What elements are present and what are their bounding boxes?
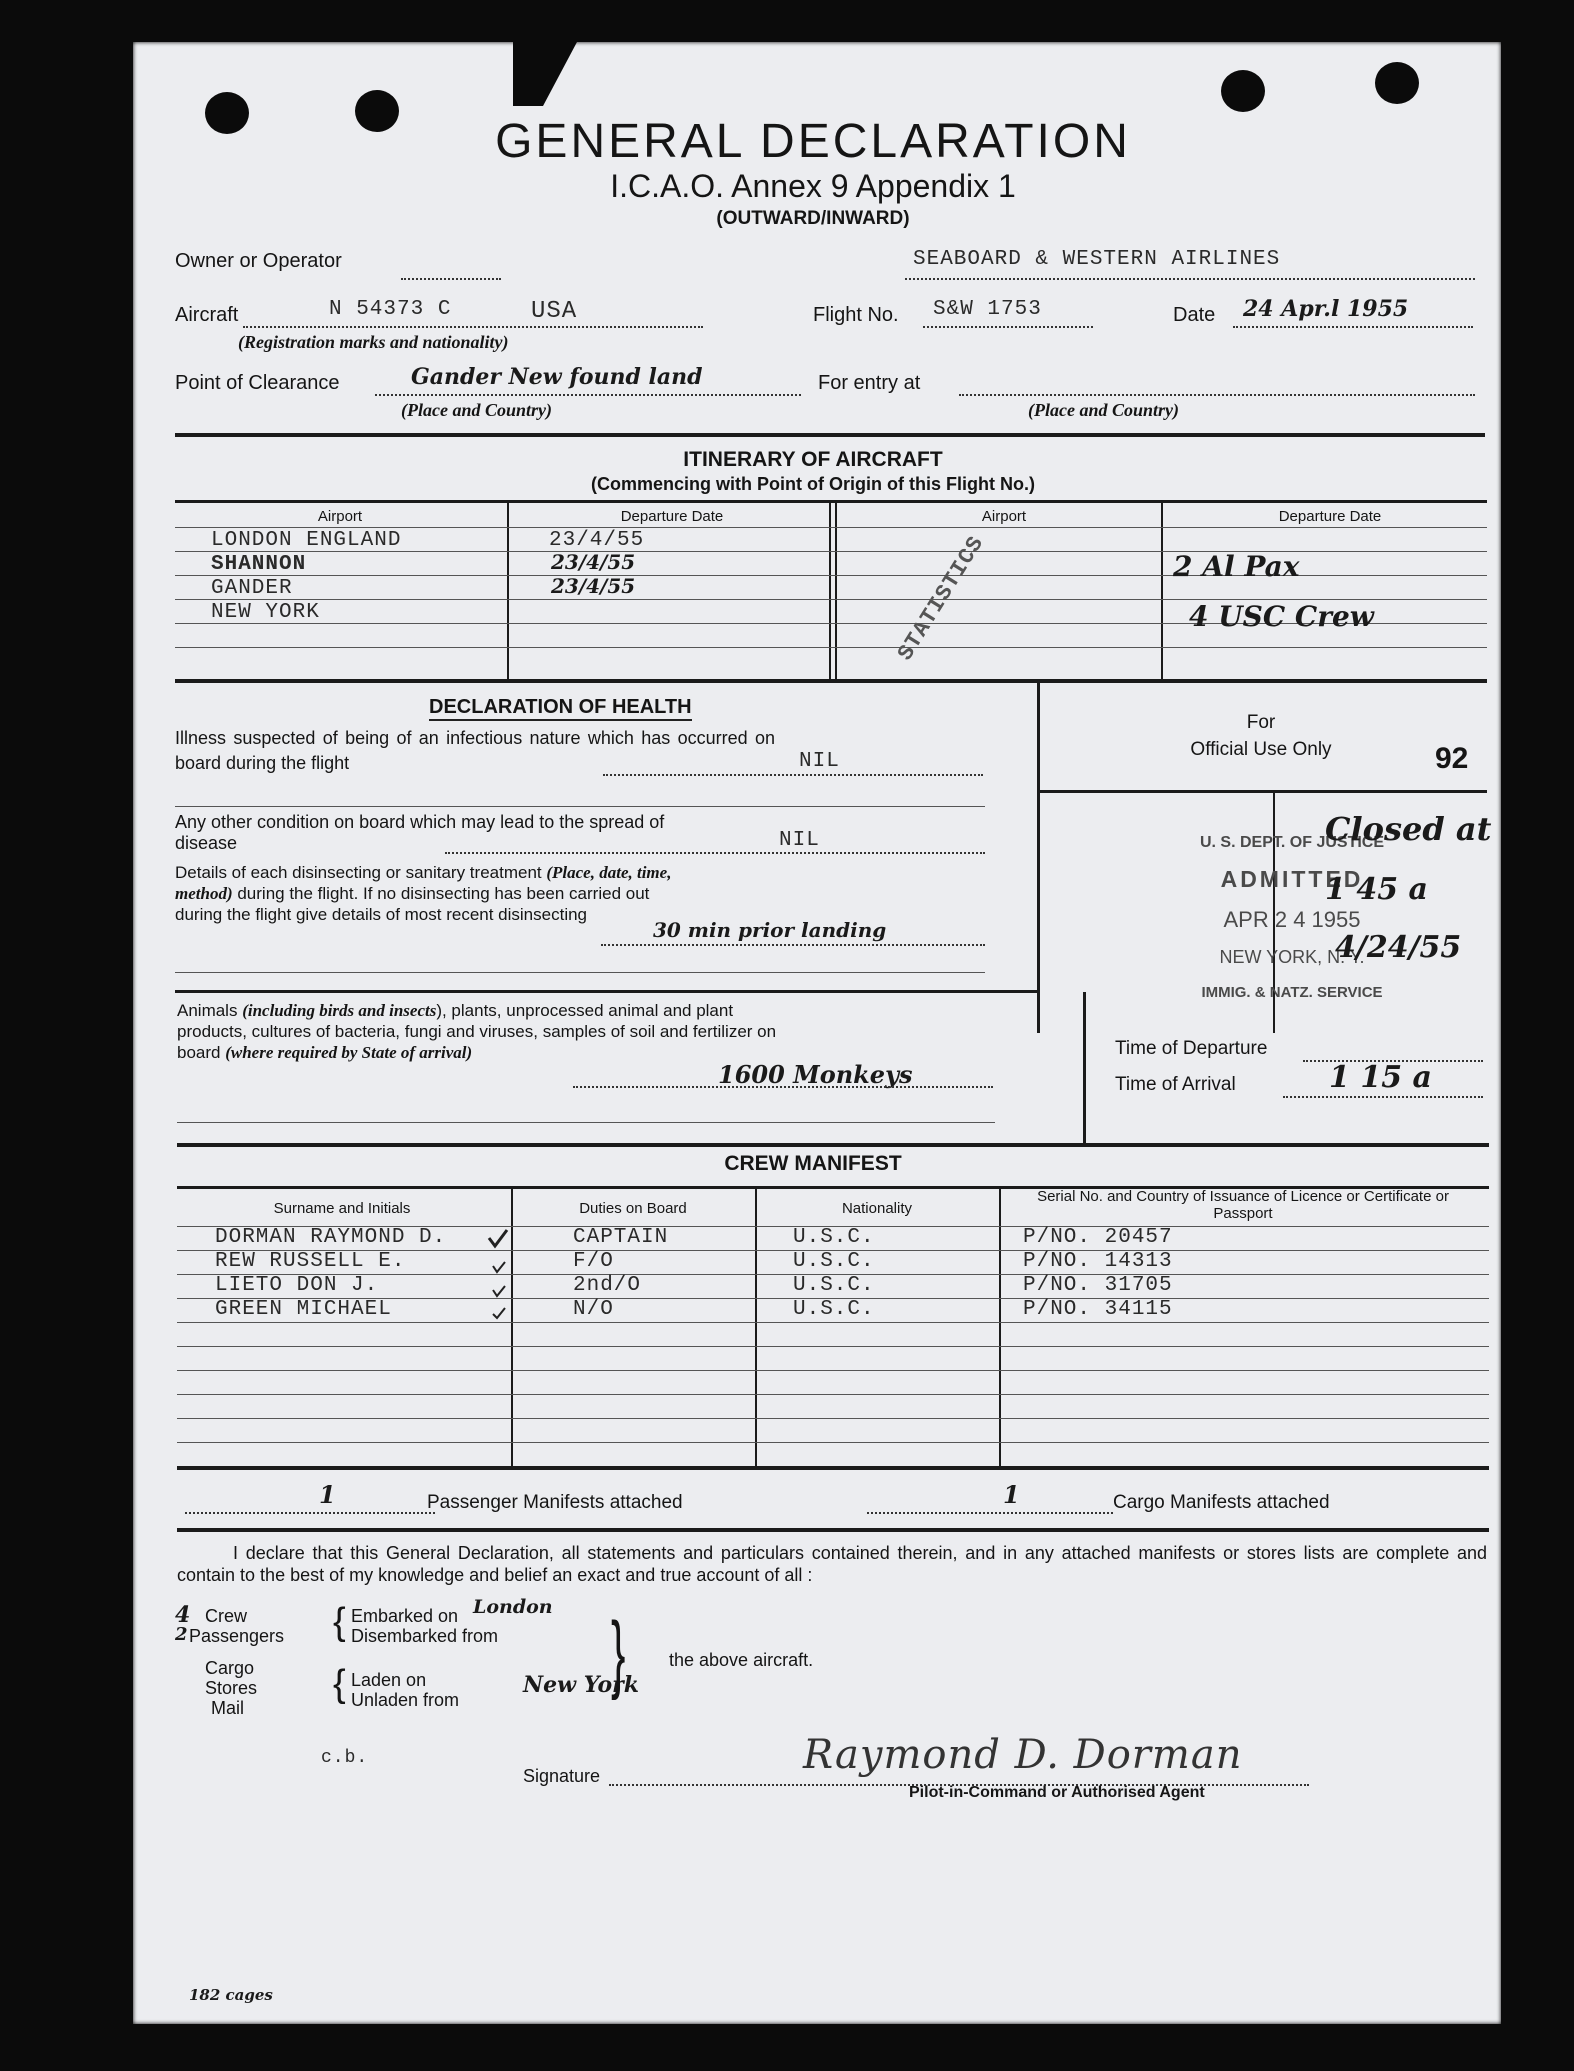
official-note: 4/24/55: [1335, 930, 1462, 965]
row-rule: [177, 1394, 1489, 1395]
unladen-label: Unladen from: [351, 1690, 460, 1710]
torn-corner: [513, 42, 577, 106]
stamp-line: APR 2 4 1955: [1223, 907, 1361, 932]
clearance-value: Gander New found land: [411, 364, 703, 390]
clearance-note: (Place and Country): [401, 400, 552, 420]
flight-value: S&W 1753: [933, 298, 1042, 321]
official-label-1: For: [1246, 712, 1276, 733]
crew-serial: P/NO. 31705: [1023, 1274, 1173, 1297]
health-q2: Any other condition on board which may lead to the spread of disease: [175, 812, 665, 853]
crew-serial: P/NO. 20457: [1023, 1226, 1173, 1249]
form-subtitle: I.C.A.O. Annex 9 Appendix 1: [610, 168, 1016, 204]
cargo-manifest-label: Cargo Manifests attached: [1113, 1492, 1330, 1513]
answer-line: [445, 852, 985, 854]
itinerary-date: 23/4/55: [551, 550, 636, 574]
health-a3: 30 min prior landing: [653, 918, 887, 942]
manifest-line: [867, 1512, 1113, 1514]
animals-value: 1600 Monkeys: [718, 1060, 913, 1089]
crew-col-serial: Serial No. and Country of Issuance of Licence or Certificate or Passport: [1037, 1188, 1449, 1222]
itinerary-col-departure: Departure Date: [1278, 508, 1382, 525]
column-rule: [1037, 683, 1040, 1033]
official-number: 92: [1435, 742, 1469, 775]
itinerary-date: 23/4/55: [551, 574, 636, 598]
entry-label: For entry at: [818, 372, 921, 394]
itinerary-title: ITINERARY OF AIRCRAFT: [683, 448, 943, 471]
crew-duty: N/O: [573, 1298, 614, 1321]
flight-label: Flight No.: [813, 304, 899, 326]
divider: [1039, 790, 1487, 793]
itinerary-pax-note: 2 Al Pax: [1173, 550, 1300, 583]
stamp-line: NEW YORK, N. Y.: [1219, 947, 1365, 967]
column-rule: [507, 503, 509, 679]
crew-duty: 2nd/O: [573, 1274, 642, 1297]
crew-name: GREEN MICHAEL: [215, 1298, 392, 1321]
crew-title: CREW MANIFEST: [724, 1152, 902, 1175]
itinerary-airport: LONDON ENGLAND: [211, 529, 402, 552]
disembarked-label: Disembarked from: [351, 1626, 499, 1646]
row-rule: [177, 1322, 1489, 1323]
clearance-line: [375, 394, 801, 396]
check-marks: [485, 1228, 525, 1320]
crew-col-duty: Duties on Board: [579, 1200, 687, 1217]
row-rule: [177, 1346, 1489, 1347]
footer-note: 182 cages: [189, 1986, 273, 2004]
answer-line: [573, 1086, 993, 1088]
passenger-manifest-count: 1: [319, 1480, 336, 1509]
crew-count: 4: [175, 1602, 191, 1628]
itinerary-airport: NEW YORK: [211, 601, 320, 624]
crew-col-name: Surname and Initials: [273, 1200, 411, 1217]
row-rule: [177, 1418, 1489, 1419]
health-q1: Illness suspected of being of an infectious nature which has occurred on board during the flight: [175, 728, 775, 773]
row-rule: [175, 647, 1487, 648]
divider: [175, 679, 1487, 683]
column-rule: [835, 503, 837, 679]
itinerary-subtitle: (Commencing with Point of Origin of this Flight No.): [591, 474, 1035, 494]
form-title: GENERAL DECLARATION: [495, 115, 1131, 168]
itinerary-col-airport: Airport: [317, 508, 363, 525]
column-rule: [829, 503, 831, 679]
stamp-line: U. S. DEPT. OF JUSTICE: [1199, 834, 1385, 851]
signature-handwriting: Raymond D. Dorman: [803, 1732, 1243, 1778]
form-direction: (OUTWARD/INWARD): [716, 208, 910, 229]
pax-count: 2: [175, 1624, 188, 1645]
health-title: DECLARATION OF HEALTH: [429, 696, 692, 721]
divider: [175, 990, 1039, 993]
embarked-label: Embarked on: [351, 1606, 459, 1626]
divider: [175, 500, 1487, 503]
owner-line: [905, 278, 1475, 280]
row-rule: [177, 1370, 1489, 1371]
health-a2: NIL: [779, 829, 820, 852]
signer-role: Pilot-in-Command or Authorised Agent: [909, 1784, 1205, 1801]
date-line: [1233, 326, 1473, 328]
declaration-text: I declare that this General Declaration, all statements and particulars contained therein, and in any attached manifests or stores lists are complete and contain to the best of my knowledge and belief an exact and true account of all :: [177, 1543, 1487, 1585]
laden-label: Laden on: [351, 1670, 427, 1690]
brace-icon: {: [333, 1663, 346, 1705]
date-label: Date: [1173, 304, 1216, 326]
crew-name: LIETO DON J.: [215, 1274, 379, 1297]
pax-label: Passengers: [189, 1626, 285, 1646]
animals-text: [177, 1000, 777, 1063]
crew-nation: U.S.C.: [793, 1250, 875, 1273]
row-rule: [175, 972, 985, 973]
passenger-manifest-label: Passenger Manifests attached: [427, 1492, 683, 1513]
cargo-label: Cargo: [205, 1658, 255, 1678]
divider: [177, 1466, 1489, 1470]
health-q3-c: during the flight. If no disinsecting has been carried out during the flight give details of most recent disinsecting: [175, 884, 650, 924]
official-note: 1 45 a: [1325, 872, 1428, 907]
crew-label: Crew: [205, 1606, 248, 1626]
itinerary-crew-note: 4 USC Crew: [1189, 600, 1374, 633]
crew-serial: P/NO. 34115: [1023, 1298, 1173, 1321]
itinerary-date: 23/4/55: [549, 529, 645, 552]
answer-line: [603, 774, 983, 776]
brace-icon: {: [333, 1601, 346, 1643]
crew-duty: CAPTAIN: [573, 1226, 669, 1249]
statistics-stamp: STATISTICS: [893, 531, 990, 666]
aircraft-label: Aircraft: [175, 304, 239, 326]
divider: [177, 1528, 1489, 1532]
column-rule: [999, 1189, 1001, 1467]
itinerary-airport: GANDER: [211, 577, 293, 600]
column-rule: [1161, 503, 1163, 679]
itinerary-airport: SHANNON: [211, 553, 307, 576]
aircraft-registration: N 54373 C: [329, 298, 452, 321]
embarked-value: London: [473, 1596, 553, 1618]
health-q3-a: Details of each disinsecting or sanitary treatment: [175, 863, 542, 882]
stamp-line: ADMITTED: [1220, 866, 1364, 892]
divider: [175, 433, 1485, 437]
answer-line: [601, 944, 985, 946]
document-page: [133, 42, 1501, 2024]
punch-hole: [355, 90, 399, 132]
mail-label: Mail: [211, 1698, 245, 1718]
crew-col-nation: Nationality: [841, 1200, 913, 1217]
aircraft-line: [243, 326, 703, 328]
stores-label: Stores: [205, 1678, 258, 1698]
flight-line: [923, 326, 1093, 328]
stamp-line: IMMIG. & NATZ. SERVICE: [1201, 984, 1383, 1001]
arrival-value: 1 15 a: [1329, 1060, 1432, 1095]
entry-note: (Place and Country): [1028, 400, 1179, 420]
animals-text-c: ), plants, unprocessed animal and plant products, cultures of bacteria, fungi and viruses, samples of soil and fertilizer on board: [177, 1001, 777, 1062]
row-rule: [177, 1122, 995, 1123]
crew-nation: U.S.C.: [793, 1274, 875, 1297]
itinerary-col-departure: Departure Date: [620, 508, 724, 525]
date-value: 24 Apr.l 1955: [1243, 296, 1409, 322]
column-rule: [1083, 992, 1086, 1145]
owner-label: Owner or Operator: [175, 250, 342, 272]
aircraft-note: (Registration marks and nationality): [238, 332, 509, 352]
official-note: Closed at: [1325, 810, 1492, 848]
divider: [177, 1143, 1489, 1147]
row-rule: [175, 527, 1487, 528]
entry-line: [959, 394, 1475, 396]
cb-initials: c.b.: [321, 1748, 369, 1768]
signature-label: Signature: [523, 1766, 601, 1786]
clearance-label: Point of Clearance: [175, 372, 340, 394]
crew-serial: P/NO. 14313: [1023, 1250, 1173, 1273]
unladen-value: New York: [523, 1672, 640, 1698]
health-q3: [175, 862, 695, 925]
crew-nation: U.S.C.: [793, 1298, 875, 1321]
health-a1: NIL: [799, 750, 840, 773]
arrival-line: [1283, 1096, 1483, 1098]
health-q3-b: (Place, date, time, method): [175, 863, 672, 903]
owner-value: SEABOARD & WESTERN AIRLINES: [913, 248, 1281, 271]
official-label-2: Official Use Only: [1190, 739, 1332, 760]
departure-label: Time of Departure: [1115, 1038, 1268, 1059]
cargo-manifest-count: 1: [1003, 1480, 1020, 1509]
column-rule: [755, 1189, 757, 1467]
animals-text-d: (where required by State of arrival): [225, 1043, 473, 1062]
above-aircraft: the above aircraft.: [669, 1650, 814, 1670]
animals-text-b: (including birds and insects: [242, 1001, 437, 1020]
crew-name: REW RUSSELL E.: [215, 1250, 406, 1273]
aircraft-nationality: USA: [531, 298, 578, 325]
big-brace-icon: }: [611, 1605, 626, 1701]
manifest-line: [185, 1512, 435, 1514]
crew-duty: F/O: [573, 1250, 614, 1273]
crew-nation: U.S.C.: [793, 1226, 875, 1249]
arrival-label: Time of Arrival: [1115, 1074, 1236, 1095]
punch-hole: [1221, 70, 1265, 112]
crew-name: DORMAN RAYMOND D.: [215, 1226, 447, 1249]
punch-hole: [205, 92, 249, 134]
punch-hole: [1375, 62, 1419, 104]
animals-text-a: Animals: [177, 1001, 238, 1020]
itinerary-col-airport: Airport: [981, 508, 1027, 525]
row-rule: [177, 1442, 1489, 1443]
row-rule: [175, 806, 985, 807]
owner-line: [401, 278, 501, 280]
